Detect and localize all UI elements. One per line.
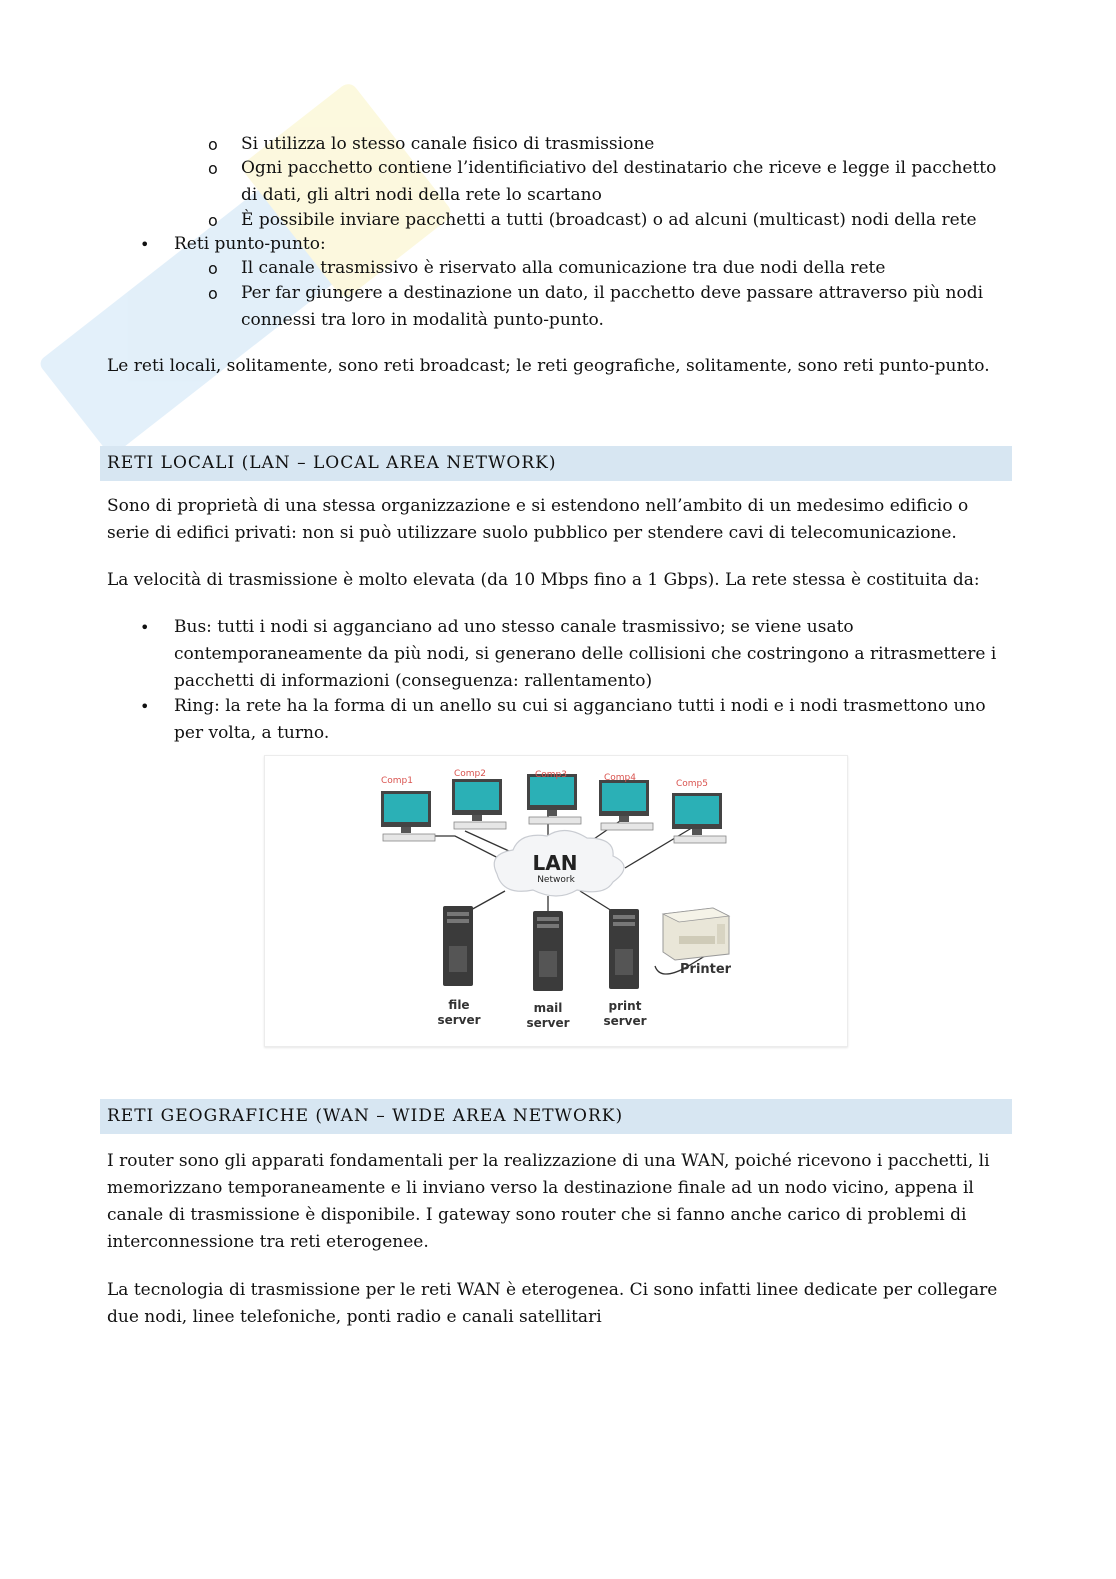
server-file bbox=[437, 906, 480, 1027]
computer-comp1 bbox=[381, 776, 435, 841]
server-label-line1: mail bbox=[533, 1001, 563, 1015]
sub-bullet-marker: o bbox=[208, 135, 218, 154]
list-item bbox=[140, 614, 1010, 695]
section-heading-text: RETI GEOGRAFICHE (WAN – WIDE AREA NETWORK) bbox=[107, 1106, 624, 1126]
list-item bbox=[208, 255, 1008, 282]
list-item-text: Reti punto-punto: bbox=[174, 234, 326, 254]
list-item bbox=[140, 693, 1010, 747]
printer-label: Printer bbox=[680, 962, 732, 977]
section-heading-text: RETI LOCALI (LAN – LOCAL AREA NETWORK) bbox=[107, 453, 557, 473]
server-print bbox=[603, 909, 646, 1028]
cloud-title: LAN bbox=[532, 851, 578, 875]
lan-diagram-svg bbox=[265, 756, 847, 1046]
cloud-subtitle: Network bbox=[537, 875, 575, 885]
server-label-line2: server bbox=[437, 1013, 481, 1027]
server-label-line2: server bbox=[603, 1014, 647, 1028]
summary-paragraph: Le reti locali, solitamente, sono reti broadcast; le reti geografiche, solitamente, sono reti punto-punto. bbox=[107, 356, 990, 376]
computer-label: Comp4 bbox=[604, 773, 636, 783]
bullet-marker: • bbox=[140, 618, 150, 637]
lan-cloud bbox=[494, 830, 624, 896]
list-item-text: Ring: la rete ha la forma di un anello su cui si agganciano tutti i nodi e i nodi trasmettono uno per volta, a turno. bbox=[174, 696, 986, 743]
sub-bullet-marker: o bbox=[208, 284, 218, 303]
bullet-marker: • bbox=[140, 697, 150, 716]
computer-comp4 bbox=[599, 773, 653, 830]
list-item bbox=[140, 231, 1010, 258]
list-item bbox=[208, 280, 1008, 334]
list-item bbox=[208, 207, 1008, 234]
server-label-line1: print bbox=[608, 999, 642, 1013]
list-item-text: È possibile inviare pacchetti a tutti (broadcast) o ad alcuni (multicast) nodi della rete bbox=[241, 210, 977, 230]
sub-bullet-marker: o bbox=[208, 259, 218, 278]
sub-bullet-marker: o bbox=[208, 159, 218, 178]
computer-comp5 bbox=[672, 779, 726, 843]
lan-paragraph-1: Sono di proprietà di una stessa organizzazione e si estendono nell’ambito di un medesimo edificio o serie di edifici privati: non si può utilizzare suolo pubblico per stendere cavi di telecomunicazione. bbox=[107, 496, 969, 543]
bullet-marker: • bbox=[140, 235, 150, 254]
computer-label: Comp2 bbox=[454, 769, 486, 779]
list-item-text: Per far giungere a destinazione un dato, il pacchetto deve passare attraverso più nodi connessi tra loro in modalità punto-punto. bbox=[241, 283, 984, 330]
wan-paragraph-2: La tecnologia di trasmissione per le reti WAN è eterogenea. Ci sono infatti linee dedicate per collegare due nodi, linee telefoniche, ponti radio e canali satellitari bbox=[107, 1280, 998, 1327]
computer-label: Comp1 bbox=[381, 776, 413, 786]
server-label-line2: server bbox=[526, 1016, 570, 1030]
list-item-text: Si utilizza lo stesso canale fisico di trasmissione bbox=[241, 134, 655, 154]
section-heading-wan bbox=[100, 1099, 1012, 1134]
printer-icon bbox=[663, 908, 732, 977]
sub-bullet-marker: o bbox=[208, 211, 218, 230]
lan-paragraph-2: La velocità di trasmissione è molto elevata (da 10 Mbps fino a 1 Gbps). La rete stessa è costituita da: bbox=[107, 570, 980, 590]
list-item-text: Ogni pacchetto contiene l’identificiativo del destinatario che riceve e legge il pacchetto di dati, gli altri nodi della rete lo scartano bbox=[241, 158, 997, 205]
computer-comp2 bbox=[452, 769, 506, 829]
server-mail bbox=[526, 911, 569, 1030]
server-label-line1: file bbox=[448, 998, 470, 1012]
list-item-text: Bus: tutti i nodi si agganciano ad uno stesso canale trasmissivo; se viene usato contemporaneamente da più nodi, si generano delle collisioni che costringono a ritrasmettere i pacchetti di informazioni (conseguenza: rallentamento) bbox=[174, 617, 997, 691]
list-item bbox=[208, 131, 1008, 158]
computer-label: Comp5 bbox=[676, 779, 708, 789]
lan-diagram bbox=[264, 755, 848, 1047]
computer-comp3 bbox=[527, 770, 581, 824]
section-heading-lan bbox=[100, 446, 1012, 481]
list-item-text: Il canale trasmissivo è riservato alla comunicazione tra due nodi della rete bbox=[241, 258, 886, 278]
computer-label: Comp3 bbox=[535, 770, 567, 780]
list-item bbox=[208, 155, 1008, 209]
wan-paragraph-1: I router sono gli apparati fondamentali per la realizzazione di una WAN, poiché ricevono i pacchetti, li memorizzano temporaneamente e li inviano verso la destinazione finale ad un nodo vicino, appena il canale di trasmissione è disponibile. I gateway sono router che si fanno anche carico di problemi di interconnessione tra reti eterogenee. bbox=[107, 1151, 990, 1252]
